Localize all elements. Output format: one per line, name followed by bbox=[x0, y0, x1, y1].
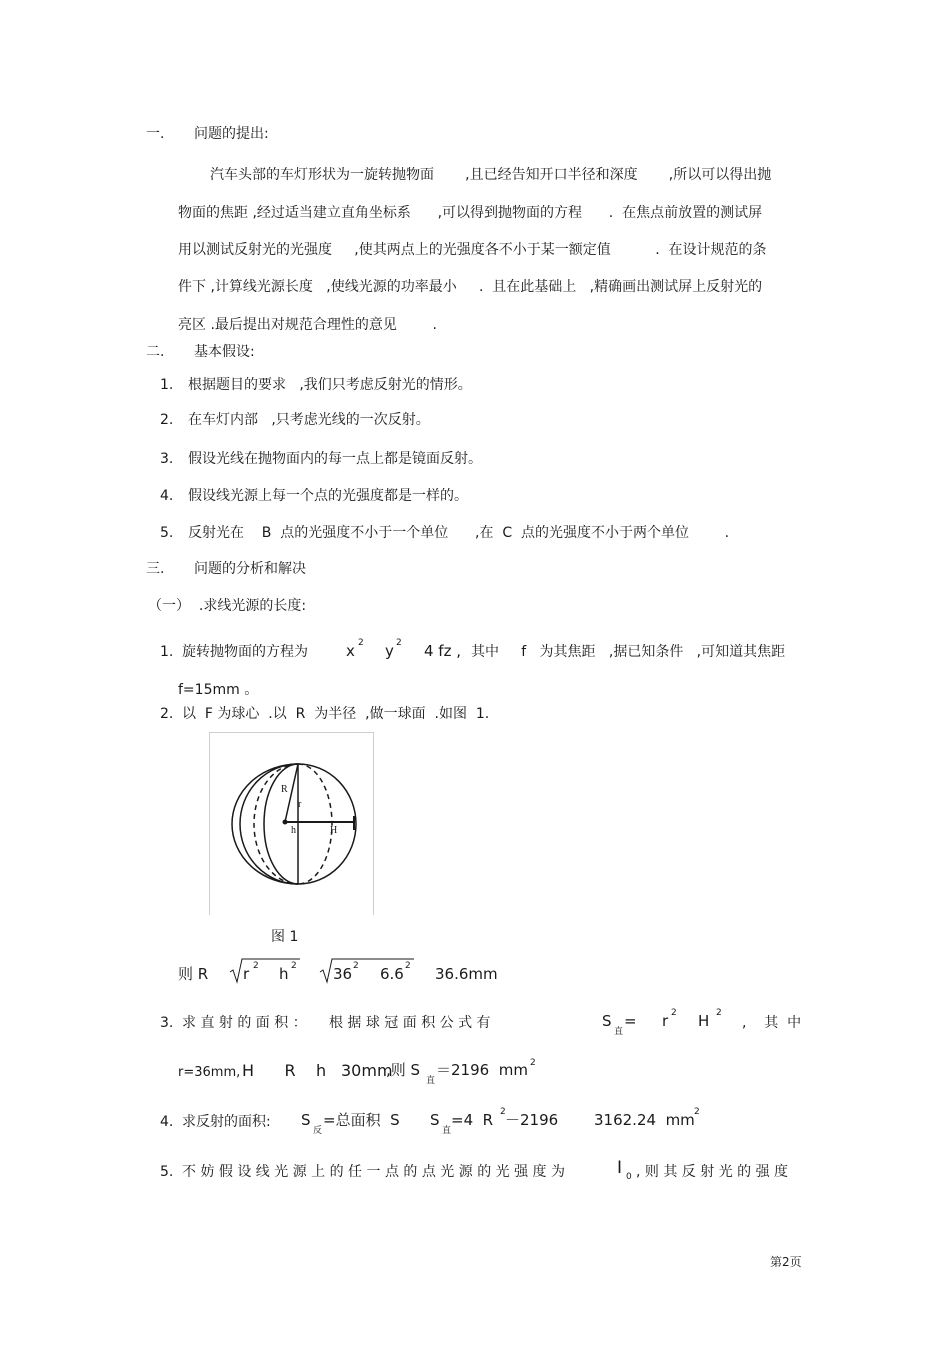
label-H: H bbox=[330, 825, 338, 836]
math-exponent: 2 bbox=[291, 961, 297, 971]
math-value: 30mm bbox=[341, 1061, 393, 1080]
dashed-arc-left bbox=[254, 764, 298, 884]
math-exponent: 2 bbox=[530, 1058, 536, 1068]
section-number: 二. bbox=[146, 344, 165, 360]
formula-result: 36.6mm bbox=[435, 965, 498, 983]
section-number: 一. bbox=[146, 126, 165, 142]
math-expression: H R h bbox=[242, 1061, 327, 1080]
math-result: 3162.24 mm bbox=[594, 1111, 695, 1129]
step-text: 不 妨 假 设 线 光 源 上 的 任 一 点 的 点 光 源 的 光 强 度 为 bbox=[182, 1164, 566, 1180]
sphere-diagram bbox=[209, 732, 372, 914]
label-h: h bbox=[291, 825, 296, 836]
page-number: 第2页 bbox=[770, 1255, 802, 1269]
math-6-6: 6.6 bbox=[380, 965, 404, 983]
math-exponent: 2 bbox=[353, 961, 359, 971]
paragraph-line: 汽车头部的车灯形状为一旋转抛物面 ,且已经告知开口半径和深度 ,所以可以得出抛 bbox=[210, 167, 772, 183]
math-exponent: 2 bbox=[405, 961, 411, 971]
math-x: x bbox=[346, 642, 355, 660]
list-number: 3. bbox=[160, 1015, 174, 1031]
paragraph-line: 亮区 .最后提出对规范合理性的意见 . bbox=[178, 317, 437, 333]
section-title: 问题的提出: bbox=[194, 126, 269, 142]
step-text: 其中 f 为其焦距 ,据已知条件 ,可知道其焦距 bbox=[471, 644, 786, 660]
step-text: 求反射的面积: bbox=[182, 1114, 271, 1130]
math-exponent: 2 bbox=[396, 638, 402, 648]
step-text: f=15mm 。 bbox=[178, 682, 259, 698]
math-S: S bbox=[602, 1012, 612, 1030]
list-item: 在车灯内部 ,只考虑光线的一次反射。 bbox=[188, 412, 430, 428]
paragraph-line: 物面的焦距 ,经过适当建立直角坐标系 ,可以得到抛物面的方程 . 在焦点前放置的测试屏 bbox=[178, 205, 763, 221]
list-number: 3. bbox=[160, 451, 174, 467]
list-number: 4. bbox=[160, 1114, 174, 1130]
math-text: －2196 bbox=[505, 1111, 559, 1129]
outer-arc bbox=[232, 764, 298, 884]
math-subscript: 反 bbox=[313, 1126, 323, 1136]
step-text: 以 F 为球心 .以 R 为半径 ,做一球面 .如图 1. bbox=[182, 706, 490, 722]
math-equation: 4 fz , bbox=[424, 642, 462, 660]
math-S: ,则 S bbox=[386, 1061, 421, 1079]
math-exponent: 2 bbox=[358, 638, 364, 648]
step-text: 求 直 射 的 面 积 ： 根 据 球 冠 面 积 公 式 有 bbox=[182, 1015, 491, 1031]
math-subscript: 直 bbox=[426, 1076, 436, 1086]
label-r: r bbox=[298, 799, 302, 810]
list-number: 2. bbox=[160, 412, 174, 428]
list-number: 4. bbox=[160, 488, 174, 504]
math-y: y bbox=[385, 642, 394, 660]
step-text: , 则 其 反 射 光 的 强 度 bbox=[636, 1164, 789, 1180]
math-subscript: 直 bbox=[442, 1126, 452, 1136]
math-text: =总面积 S bbox=[323, 1111, 400, 1129]
list-number: 5. bbox=[160, 525, 174, 541]
figure-caption: 图 1 bbox=[271, 929, 299, 945]
math-equals: = bbox=[624, 1012, 637, 1030]
list-number: 1. bbox=[160, 377, 174, 393]
section-number: 三. bbox=[146, 561, 165, 577]
math-result: ＝2196 mm bbox=[436, 1061, 528, 1079]
list-number: 5. bbox=[160, 1164, 174, 1180]
math-exponent: 2 bbox=[694, 1107, 700, 1117]
math-text: =4 R bbox=[451, 1111, 494, 1129]
math-r: r bbox=[662, 1012, 669, 1030]
label-R: R bbox=[281, 784, 288, 795]
step-text: , 其 中 bbox=[742, 1015, 802, 1031]
section-title: 问题的分析和解决 bbox=[194, 561, 306, 577]
math-S: S bbox=[301, 1111, 311, 1129]
list-item: 反射光在 B 点的光强度不小于一个单位 ,在 C 点的光强度不小于两个单位 . bbox=[188, 525, 730, 541]
inner-arc bbox=[264, 764, 298, 884]
math-h: h bbox=[279, 965, 289, 983]
math-I: I bbox=[617, 1158, 623, 1178]
list-item: 根据题目的要求 ,我们只考虑反射光的情形。 bbox=[188, 377, 472, 393]
math-S: S bbox=[430, 1111, 440, 1129]
math-exponent: 2 bbox=[671, 1008, 677, 1018]
math-exponent: 2 bbox=[253, 961, 259, 971]
dashed-arc-right bbox=[298, 764, 332, 884]
subsection-title: （一） .求线光源的长度: bbox=[148, 598, 307, 614]
step-text: 旋转抛物面的方程为 bbox=[182, 644, 308, 660]
math-exponent: 2 bbox=[500, 1107, 506, 1117]
math-exponent: 2 bbox=[716, 1008, 722, 1018]
math-subscript: 0 bbox=[626, 1172, 632, 1182]
sqrt-sign bbox=[228, 956, 300, 984]
list-number: 1. bbox=[160, 644, 174, 660]
list-item: 假设线光源上每一个点的光强度都是一样的。 bbox=[188, 488, 468, 504]
paragraph-line: 用以测试反射光的光强度 ,使其两点上的光强度各不小于某一额定值 . 在设计规范的条 bbox=[178, 242, 767, 258]
math-H: H bbox=[698, 1012, 710, 1030]
focus-point bbox=[283, 820, 288, 825]
math-36: 36 bbox=[333, 965, 353, 983]
formula-label: 则 R bbox=[178, 965, 209, 983]
math-subscript: 直 bbox=[614, 1027, 624, 1037]
list-item: 假设光线在抛物面内的每一点上都是镜面反射。 bbox=[188, 451, 482, 467]
section-title: 基本假设: bbox=[194, 344, 255, 360]
list-number: 2. bbox=[160, 706, 174, 722]
paragraph-line: 件下 ,计算线光源长度 ,使线光源的功率最小 . 且在此基础上 ,精确画出测试屏上反射光的 bbox=[178, 279, 763, 295]
math-r: r bbox=[243, 965, 250, 983]
step-text: r=36mm, bbox=[178, 1065, 241, 1080]
